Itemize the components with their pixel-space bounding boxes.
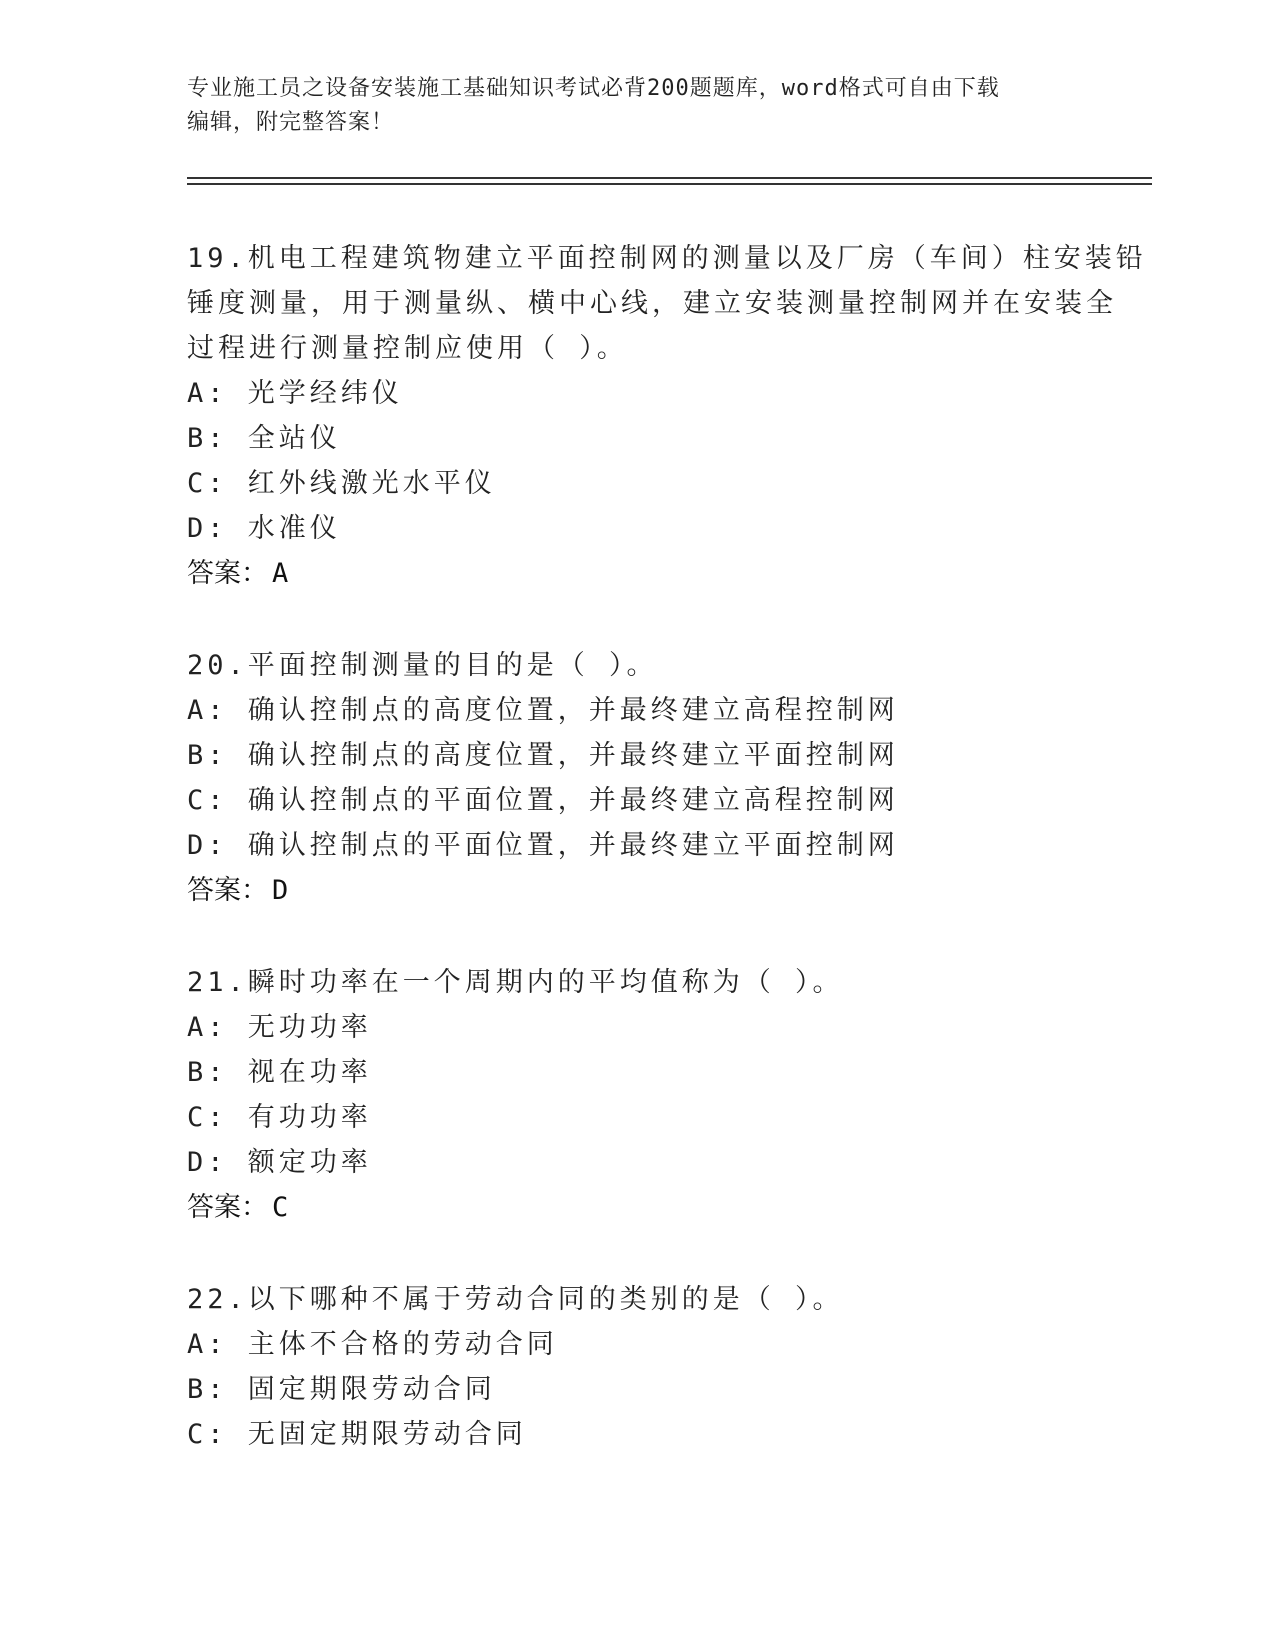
answer-option: B: 全站仪 bbox=[187, 423, 341, 454]
answer-line bbox=[187, 868, 1087, 913]
question-stem-line: 22.以下哪种不属于劳动合同的类别的是（ ）。 bbox=[187, 1284, 844, 1315]
answer-option: A: 无功功率 bbox=[187, 1012, 372, 1043]
answer-option: A: 确认控制点的高度位置，并最终建立高程控制网 bbox=[187, 695, 899, 726]
question-item bbox=[187, 1277, 1087, 1457]
document-header bbox=[187, 72, 1077, 140]
answer-option: D: 水准仪 bbox=[187, 513, 341, 544]
question-stem-line: 过程进行测量控制应使用（ ）。 bbox=[187, 333, 628, 364]
question-stem bbox=[187, 643, 1087, 688]
question-item bbox=[187, 960, 1087, 1230]
question-item bbox=[187, 643, 1087, 913]
answer-value: C bbox=[272, 1192, 289, 1223]
question-stem bbox=[187, 1277, 1087, 1322]
answer-option: B: 固定期限劳动合同 bbox=[187, 1374, 496, 1405]
question-stem bbox=[187, 236, 1147, 371]
header-divider-bottom bbox=[187, 183, 1152, 185]
question-list bbox=[187, 236, 1147, 1504]
question-stem-line: 21.瞬时功率在一个周期内的平均值称为（ ）。 bbox=[187, 967, 844, 998]
answer-option: C: 无固定期限劳动合同 bbox=[187, 1419, 527, 1450]
question-item bbox=[187, 236, 1147, 596]
answer-option: C: 有功功率 bbox=[187, 1102, 372, 1133]
answer-option: B: 确认控制点的高度位置，并最终建立平面控制网 bbox=[187, 740, 899, 771]
question-stem-line: 20.平面控制测量的目的是（ ）。 bbox=[187, 650, 658, 681]
answer-option: D: 额定功率 bbox=[187, 1147, 372, 1178]
question-stem-line: 19.机电工程建筑物建立平面控制网的测量以及厂房（车间）柱安装铅 bbox=[187, 243, 1147, 274]
answer-line bbox=[187, 551, 1087, 596]
answer-option: A: 光学经纬仪 bbox=[187, 378, 403, 409]
answer-label: 答案： bbox=[187, 1192, 268, 1223]
answer-option: D: 确认控制点的平面位置，并最终建立平面控制网 bbox=[187, 830, 899, 861]
answer-value: D bbox=[272, 875, 289, 906]
question-stem bbox=[187, 960, 1087, 1005]
header-line-2: 编辑，附完整答案！ bbox=[187, 110, 395, 135]
question-stem-line: 锤度测量，用于测量纵、横中心线，建立安装测量控制网并在安装全 bbox=[187, 288, 1117, 319]
answer-value: A bbox=[272, 558, 289, 589]
answer-line bbox=[187, 1185, 1087, 1230]
answer-label: 答案： bbox=[187, 875, 268, 906]
answer-option: B: 视在功率 bbox=[187, 1057, 372, 1088]
answer-option: C: 确认控制点的平面位置，并最终建立高程控制网 bbox=[187, 785, 899, 816]
answer-option: C: 红外线激光水平仪 bbox=[187, 468, 496, 499]
answer-option: A: 主体不合格的劳动合同 bbox=[187, 1329, 558, 1360]
answer-label: 答案： bbox=[187, 558, 268, 589]
header-divider-top bbox=[187, 177, 1152, 179]
header-line-1: 专业施工员之设备安装施工基础知识考试必背200题题库，word格式可自由下载 bbox=[187, 76, 1000, 101]
